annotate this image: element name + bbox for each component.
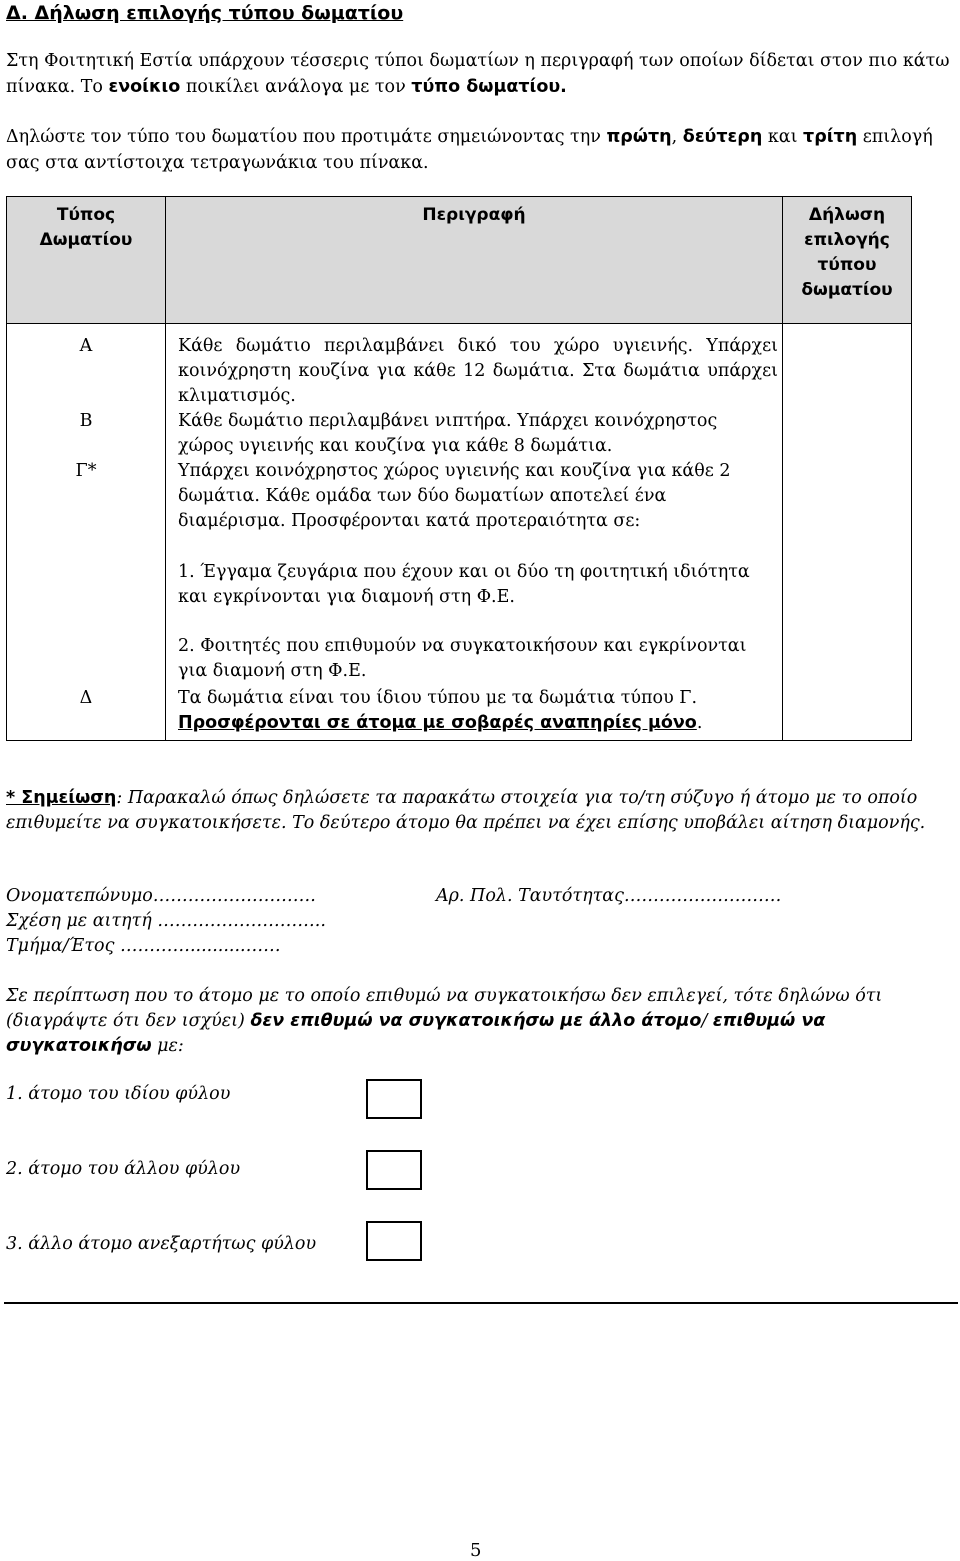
intro-paragraph-1: Στη Φοιτητική Εστία υπάρχουν τέσσερις τύποι δωματίων η περιγραφή των οποίων δίδεται στον πιο κάτω πίνακα. Το ενοίκιο ποικίλει ανάλογα με τον τύπο δωματίου. — [6, 51, 950, 97]
room-type-g: Γ* — [7, 459, 166, 686]
table-row — [7, 459, 912, 686]
header-description: Περιγραφή — [166, 197, 783, 324]
table-row — [7, 686, 912, 741]
header-room-type: Τύπος Δωματίου — [7, 197, 166, 324]
field-relation: Σχέση με αιτητή ……………………….. — [6, 911, 326, 931]
choice-cell-a[interactable] — [783, 324, 912, 410]
room-desc-d: Τα δωμάτια είναι του ίδιου τύπου με τα δωμάτια τύπου Γ. Προσφέρονται σε άτομα με σοβαρές αναπηρίες μόνο. — [166, 686, 783, 741]
table-row — [7, 409, 912, 459]
bottom-divider — [4, 1302, 958, 1304]
header-choice: Δήλωση επιλογής τύπου δωματίου — [783, 197, 912, 324]
room-desc-g-text: Υπάρχει κοινόχρηστος χώρος υγιεινής και κουζίνα για κάθε 2 δωμάτια. Κάθε ομάδα των δύο δωματίων αποτελεί ένα διαμέρισμα. Προσφέρονται κατά προτεραιότητα σε: — [178, 461, 731, 531]
checkbox-any-gender[interactable] — [366, 1221, 422, 1261]
section-title: Δ. Δήλωση επιλογής τύπου δωματίου — [6, 2, 404, 24]
choice-cell-d[interactable] — [783, 686, 912, 741]
field-name: Ονοματεπώνυμο………………………. — [6, 886, 316, 906]
table-header-row — [7, 197, 912, 324]
priority-item-1: 1. Έγγαμα ζευγάρια που έχουν και οι δύο τη φοιτητική ιδιότητα και εγκρίνονται για διαμονή στη Φ.Ε. — [178, 562, 750, 607]
room-type-b: Β — [7, 409, 166, 459]
intro-paragraph-2: Δηλώστε τον τύπο του δωματίου που προτιμάτε σημειώνοντας την πρώτη, δεύτερη και τρίτη επιλογή σας στα αντίστοιχα τετραγωνάκια του πίνακα. — [6, 127, 933, 173]
choice-cell-g[interactable] — [783, 459, 912, 686]
field-department-year: Τμήμα/Έτος …………..........…… — [6, 936, 281, 956]
room-desc-b: Κάθε δωμάτιο περιλαμβάνει νιπτήρα. Υπάρχει κοινόχρηστος χώρος υγιεινής και κουζίνα για κάθε 8 δωμάτια. — [178, 411, 718, 456]
room-type-d: Δ — [7, 686, 166, 741]
room-type-table — [6, 196, 912, 741]
checkbox-same-gender[interactable] — [366, 1079, 422, 1119]
case-paragraph: Σε περίπτωση που το άτομο με το οποίο επιθυμώ να συγκατοικήσω δεν επιλεγεί, τότε δηλώνω ότι (διαγράψτε ότι δεν ισχύει) δεν επιθυμώ να συγκατοικήσω με άλλο άτομο/ επιθυμώ να συγκατοικήσω με: — [6, 986, 883, 1056]
field-id-number: Αρ. Πολ. Ταυτότητας……………………… — [436, 886, 782, 906]
room-desc-a: Κάθε δωμάτιο περιλαμβάνει δικό του χώρο υγιεινής. Υπάρχει κοινόχρηστη κουζίνα για κάθε 12 δωμάτια. Στα δωμάτια υπάρχει κλιματισμός. — [178, 336, 778, 406]
choice-cell-b[interactable] — [783, 409, 912, 459]
option-any-gender: 3. άλλο άτομο ανεξαρτήτως φύλου — [6, 1234, 317, 1254]
note-paragraph: * Σημείωση: Παρακαλώ όπως δηλώσετε τα παρακάτω στοιχεία για το/τη σύζυγο ή άτομο με το οποίο επιθυμείτε να συγκατοικήσετε. Το δεύτερο άτομο θα πρέπει να έχει επίσης υποβάλει αίτηση διαμονής. — [6, 788, 926, 833]
table-row — [7, 324, 912, 410]
option-other-gender: 2. άτομο του άλλου φύλου — [6, 1159, 241, 1179]
priority-item-2: 2. Φοιτητές που επιθυμούν να συγκατοικήσουν και εγκρίνονται για διαμονή στη Φ.Ε. — [178, 636, 747, 681]
option-same-gender: 1. άτομο του ιδίου φύλου — [6, 1084, 231, 1104]
room-type-a: Α — [7, 324, 166, 410]
room-desc-g — [166, 459, 783, 686]
checkbox-other-gender[interactable] — [366, 1150, 422, 1190]
page-number: 5 — [470, 1540, 482, 1561]
